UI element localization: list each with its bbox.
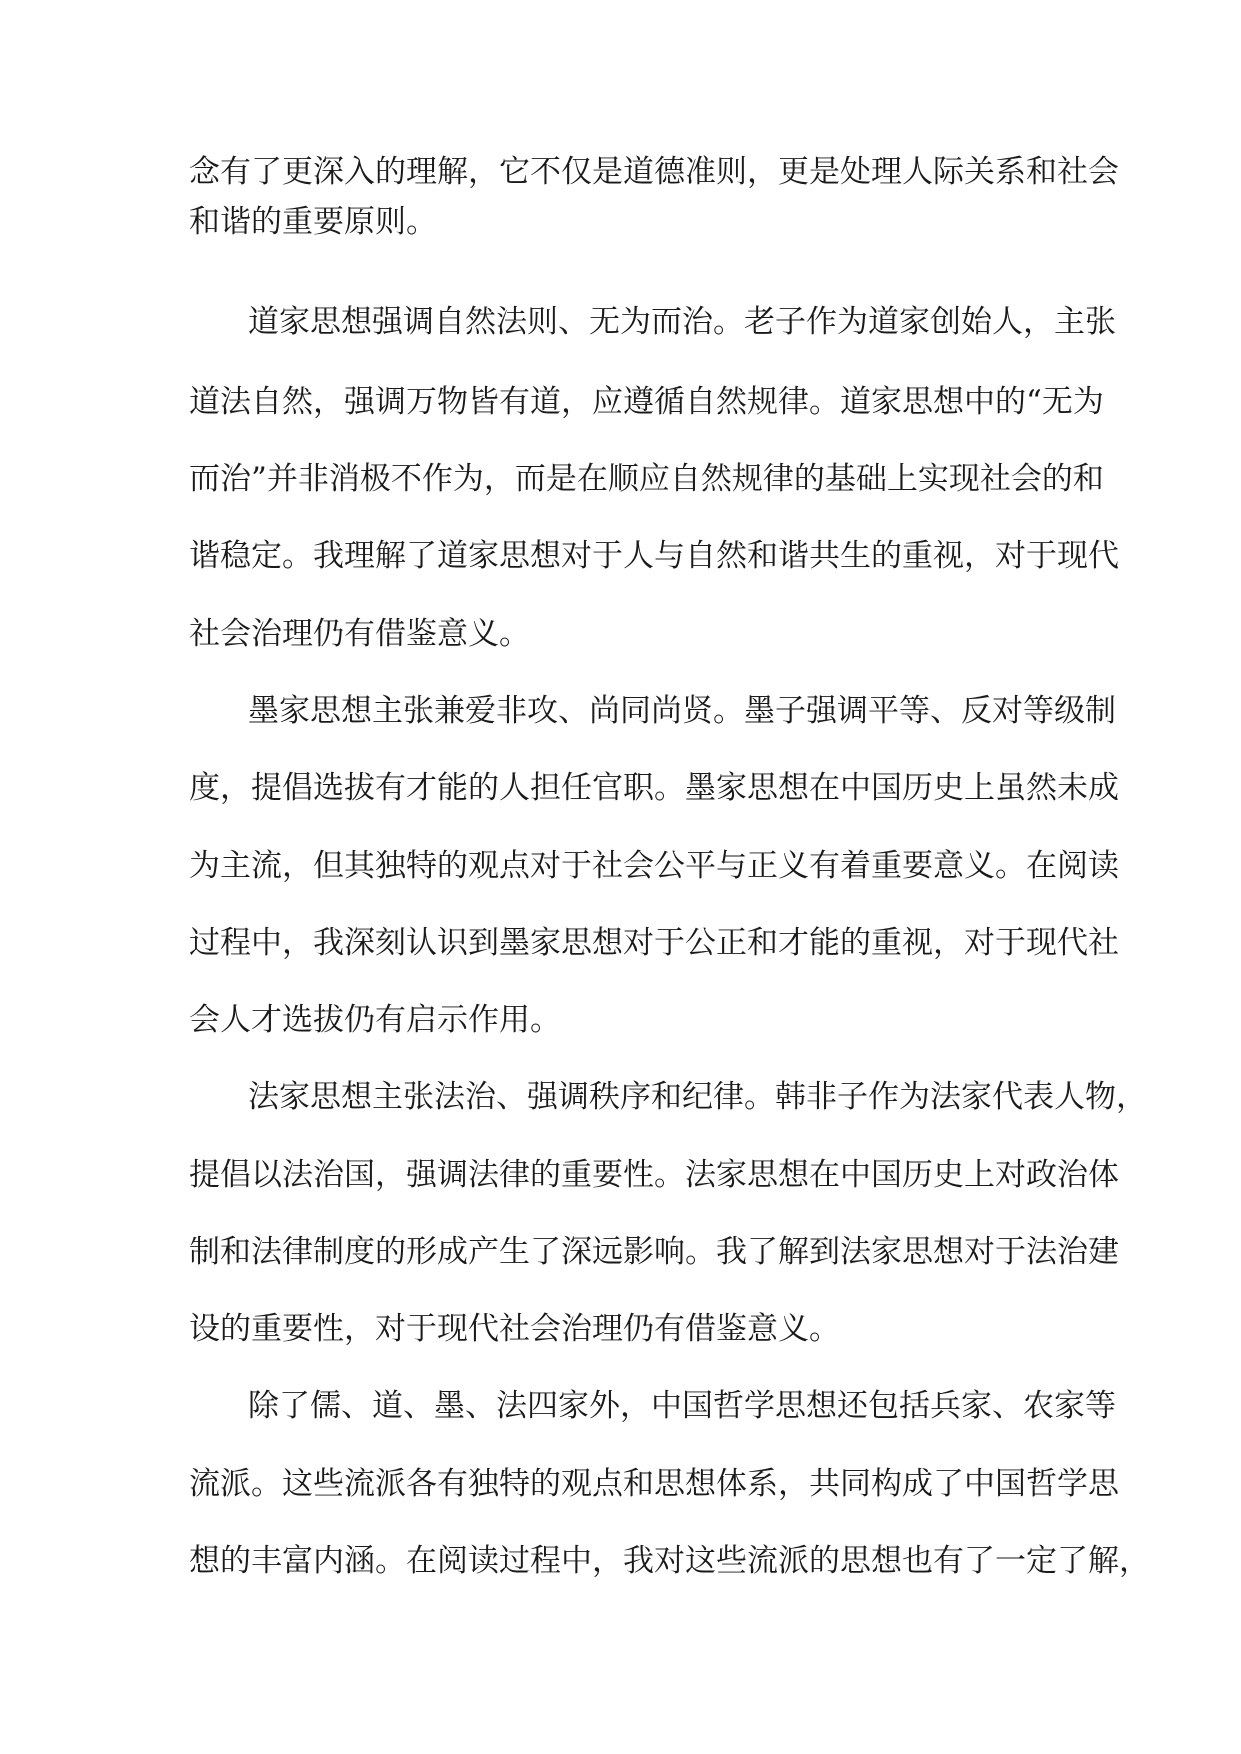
text-line: 社会治理仍有借鉴意义。 <box>189 616 530 652</box>
text-line: 道法自然，强调万物皆有道，应遵循自然规律。道家思想中的“无为 <box>189 384 1104 420</box>
text-line: 为主流，但其独特的观点对于社会公平与正义有着重要意义。在阅读 <box>189 848 1119 884</box>
text-line: 和谐的重要原则。 <box>189 204 437 240</box>
paragraph-first-line: 除了儒、道、墨、法四家外，中国哲学思想还包括兵家、农家等 <box>248 1388 1116 1424</box>
paragraph-first-line: 墨家思想主张兼爱非攻、尚同尚贤。墨子强调平等、反对等级制 <box>248 693 1116 729</box>
text-line: 念有了更深入的理解，它不仅是道德准则，更是处理人际关系和社会 <box>189 154 1119 190</box>
paragraph-first-line: 道家思想强调自然法则、无为而治。老子作为道家创始人，主张 <box>248 304 1116 340</box>
text-line: 流派。这些流派各有独特的观点和思想体系，共同构成了中国哲学思 <box>189 1466 1119 1502</box>
text-line: 提倡以法治国，强调法律的重要性。法家思想在中国历史上对政治体 <box>189 1157 1119 1193</box>
text-line: 谐稳定。我理解了道家思想对于人与自然和谐共生的重视，对于现代 <box>189 538 1119 574</box>
text-line: 会人才选拔仍有启示作用。 <box>189 1002 561 1038</box>
text-line: 设的重要性，对于现代社会治理仍有借鉴意义。 <box>189 1311 840 1347</box>
text-line: 度，提倡选拔有才能的人担任官职。墨家思想在中国历史上虽然未成 <box>189 770 1119 806</box>
paragraph-first-line: 法家思想主张法治、强调秩序和纪律。韩非子作为法家代表人物， <box>248 1079 1147 1115</box>
text-line: 想的丰富内涵。在阅读过程中，我对这些流派的思想也有了一定了解， <box>189 1543 1150 1579</box>
text-line: 而治”并非消极不作为，而是在顺应自然规律的基础上实现社会的和 <box>189 461 1104 497</box>
text-line: 过程中，我深刻认识到墨家思想对于公正和才能的重视，对于现代社 <box>189 925 1119 961</box>
text-line: 制和法律制度的形成产生了深远影响。我了解到法家思想对于法治建 <box>189 1234 1119 1270</box>
